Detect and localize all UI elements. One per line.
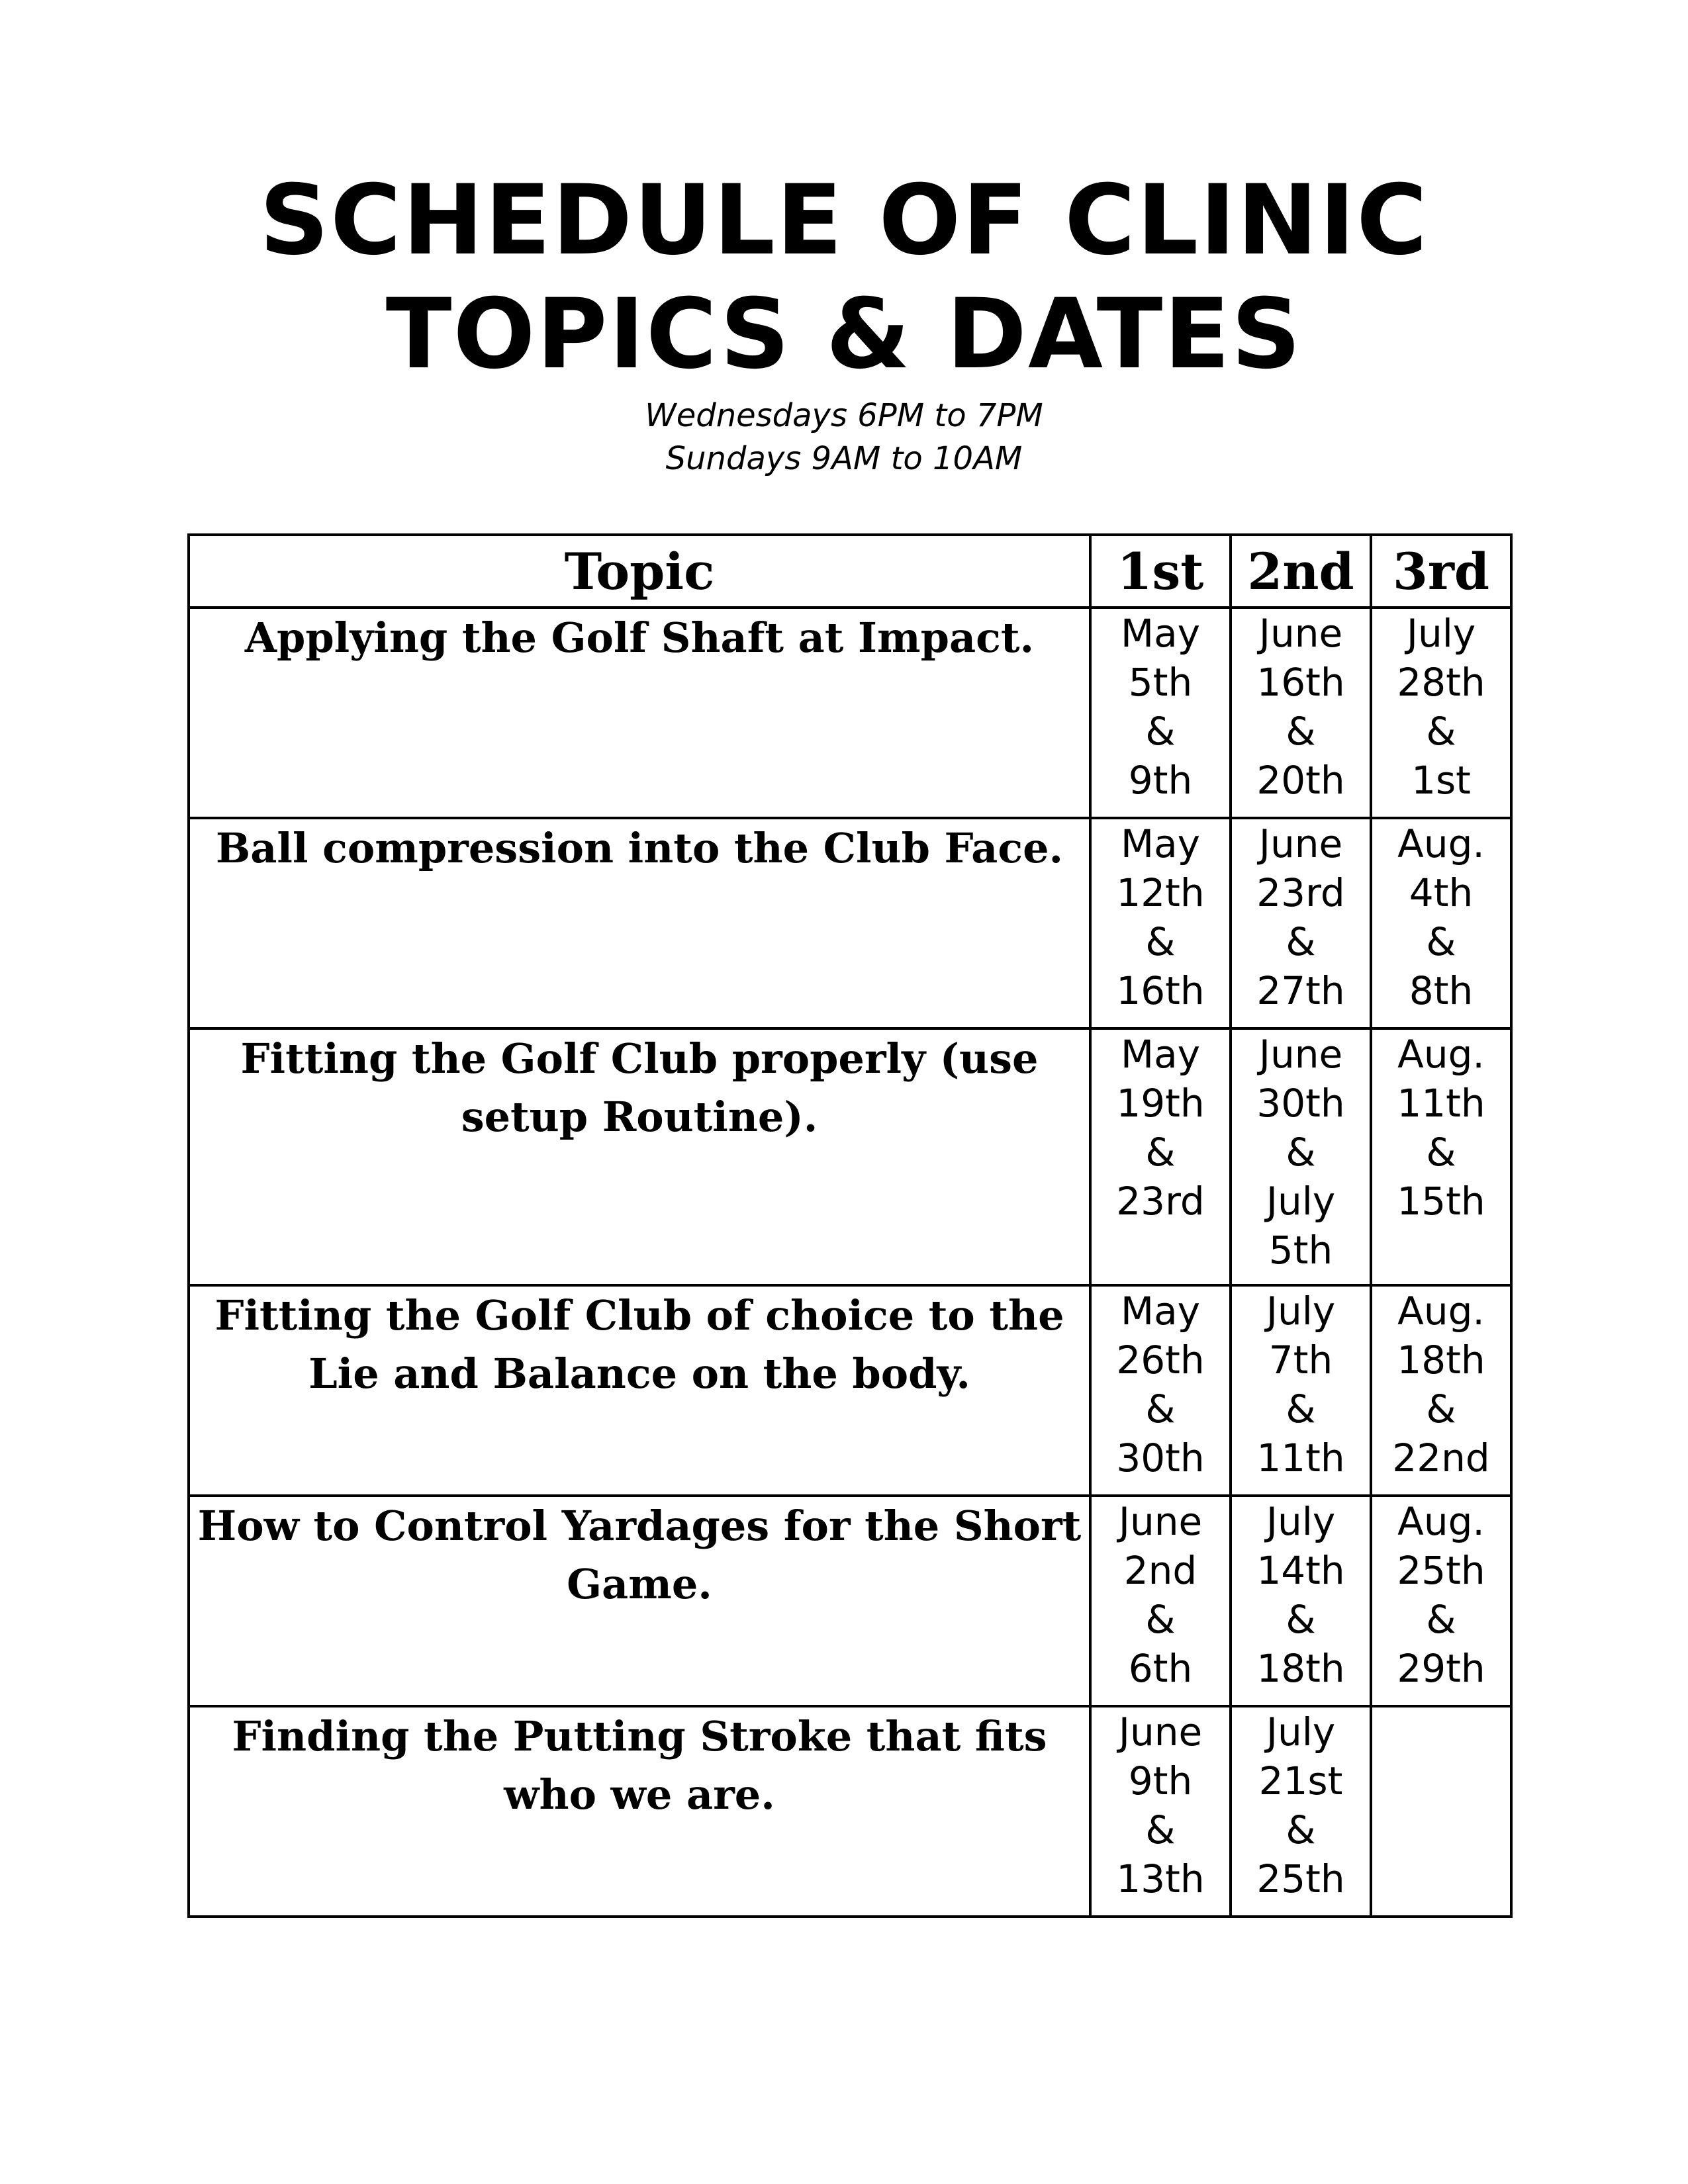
- date-line: &: [1286, 1387, 1316, 1432]
- date-line: 6th: [1128, 1646, 1193, 1691]
- date-cell-2nd: [1231, 818, 1371, 1028]
- date-line: Aug.: [1397, 1289, 1485, 1334]
- schedule-wednesdays: Wednesdays 6PM to 7PM: [645, 397, 1043, 434]
- date-cell-1st: [1090, 608, 1231, 818]
- date-cell-2nd: [1231, 1028, 1371, 1285]
- date-line: 30th: [1256, 1081, 1345, 1126]
- date-cell-1st: [1090, 1496, 1231, 1706]
- table-row: [189, 1496, 1511, 1706]
- date-line: May: [1121, 1289, 1200, 1334]
- date-line: &: [1286, 1130, 1316, 1175]
- date-line: 1st: [1411, 758, 1471, 803]
- date-line: July: [1266, 1499, 1336, 1544]
- date-line: 5th: [1128, 660, 1193, 705]
- date-cell-2nd: [1231, 1496, 1371, 1706]
- date-line: &: [1426, 1387, 1456, 1432]
- date-line: 5th: [1268, 1228, 1333, 1273]
- date-line: 23rd: [1116, 1179, 1205, 1224]
- date-cell-3rd: [1371, 1028, 1511, 1285]
- date-line: Aug.: [1397, 1032, 1485, 1077]
- topic-cell: Fitting the Golf Club of choice to the Lie and Balance on the body.: [189, 1285, 1090, 1496]
- date-cell-2nd: [1231, 608, 1371, 818]
- date-line: June: [1118, 1709, 1203, 1754]
- topic-cell: Finding the Putting Stroke that fits who we are.: [189, 1706, 1090, 1917]
- date-line: 9th: [1128, 758, 1193, 803]
- schedule-sundays: Sundays 9AM to 10AM: [665, 440, 1023, 477]
- header-2nd: 2nd: [1231, 535, 1371, 608]
- date-cell-3rd: [1371, 1285, 1511, 1496]
- date-line: &: [1145, 709, 1176, 754]
- date-line: Aug.: [1397, 821, 1485, 866]
- topic-cell: How to Control Yardages for the Short Game.: [189, 1496, 1090, 1706]
- date-line: May: [1121, 611, 1200, 656]
- date-line: &: [1426, 1130, 1456, 1175]
- date-line: 14th: [1256, 1548, 1345, 1593]
- date-line: 26th: [1116, 1338, 1205, 1383]
- date-cell-1st: [1090, 1028, 1231, 1285]
- date-line: &: [1426, 709, 1456, 754]
- table-row: [189, 608, 1511, 818]
- date-line: &: [1426, 919, 1456, 964]
- date-line: July: [1266, 1709, 1336, 1754]
- date-line: 11th: [1256, 1435, 1345, 1480]
- date-line: 8th: [1409, 968, 1474, 1013]
- date-line: 16th: [1256, 660, 1345, 705]
- topic-cell: Ball compression into the Club Face.: [189, 818, 1090, 1028]
- date-cell-1st: [1090, 818, 1231, 1028]
- topic-cell: Fitting the Golf Club properly (use setup Routine).: [189, 1028, 1090, 1285]
- date-line: 22nd: [1392, 1435, 1490, 1480]
- date-line: 7th: [1268, 1338, 1333, 1383]
- date-line: 11th: [1397, 1081, 1485, 1126]
- date-line: 25th: [1256, 1856, 1345, 1901]
- topic-cell: Applying the Golf Shaft at Impact.: [189, 608, 1090, 818]
- date-line: 30th: [1116, 1435, 1205, 1480]
- date-line: 9th: [1128, 1758, 1193, 1803]
- date-line: &: [1286, 919, 1316, 964]
- date-line: 19th: [1116, 1081, 1205, 1126]
- date-cell-3rd-empty: [1371, 1706, 1511, 1917]
- table-row: [189, 1706, 1511, 1917]
- date-line: &: [1145, 1387, 1176, 1432]
- date-cell-3rd: [1371, 608, 1511, 818]
- date-line: 2nd: [1123, 1548, 1197, 1593]
- date-cell-2nd: [1231, 1706, 1371, 1917]
- clinic-schedule-table: [187, 533, 1513, 1918]
- date-line: 15th: [1397, 1179, 1485, 1224]
- date-line: July: [1266, 1179, 1336, 1224]
- table-row: [189, 1028, 1511, 1285]
- date-line: 20th: [1256, 758, 1345, 803]
- date-line: &: [1145, 1807, 1176, 1852]
- date-line: &: [1145, 1130, 1176, 1175]
- page-title-line-2: TOPICS & DATES: [385, 278, 1303, 390]
- table-header-row: [189, 535, 1511, 608]
- date-line: June: [1118, 1499, 1203, 1544]
- date-line: May: [1121, 1032, 1200, 1077]
- date-line: &: [1286, 1597, 1316, 1642]
- date-line: Aug.: [1397, 1499, 1485, 1544]
- date-cell-3rd: [1371, 1496, 1511, 1706]
- date-line: &: [1145, 1597, 1176, 1642]
- header-topic: Topic: [189, 535, 1090, 608]
- date-line: July: [1406, 611, 1476, 656]
- date-line: 21st: [1258, 1758, 1343, 1803]
- date-line: 29th: [1397, 1646, 1485, 1691]
- date-line: 4th: [1409, 870, 1474, 915]
- date-line: July: [1266, 1289, 1336, 1334]
- table-row: [189, 818, 1511, 1028]
- date-line: 18th: [1397, 1338, 1485, 1383]
- date-line: 23rd: [1256, 870, 1345, 915]
- table-row: [189, 1285, 1511, 1496]
- header-3rd: 3rd: [1371, 535, 1511, 608]
- date-cell-1st: [1090, 1285, 1231, 1496]
- date-line: 13th: [1116, 1856, 1205, 1901]
- header-1st: 1st: [1090, 535, 1231, 608]
- date-cell-3rd: [1371, 818, 1511, 1028]
- date-line: 28th: [1397, 660, 1485, 705]
- date-line: &: [1426, 1597, 1456, 1642]
- date-line: 18th: [1256, 1646, 1345, 1691]
- date-line: May: [1121, 821, 1200, 866]
- date-line: 27th: [1256, 968, 1345, 1013]
- page-title-line-1: SCHEDULE OF CLINIC: [259, 164, 1429, 277]
- date-line: 16th: [1116, 968, 1205, 1013]
- date-line: June: [1258, 1032, 1343, 1077]
- date-cell-2nd: [1231, 1285, 1371, 1496]
- date-line: June: [1258, 611, 1343, 656]
- date-cell-1st: [1090, 1706, 1231, 1917]
- date-line: 25th: [1397, 1548, 1485, 1593]
- date-line: &: [1145, 919, 1176, 964]
- date-line: 12th: [1116, 870, 1205, 915]
- date-line: &: [1286, 709, 1316, 754]
- date-line: &: [1286, 1807, 1316, 1852]
- date-line: June: [1258, 821, 1343, 866]
